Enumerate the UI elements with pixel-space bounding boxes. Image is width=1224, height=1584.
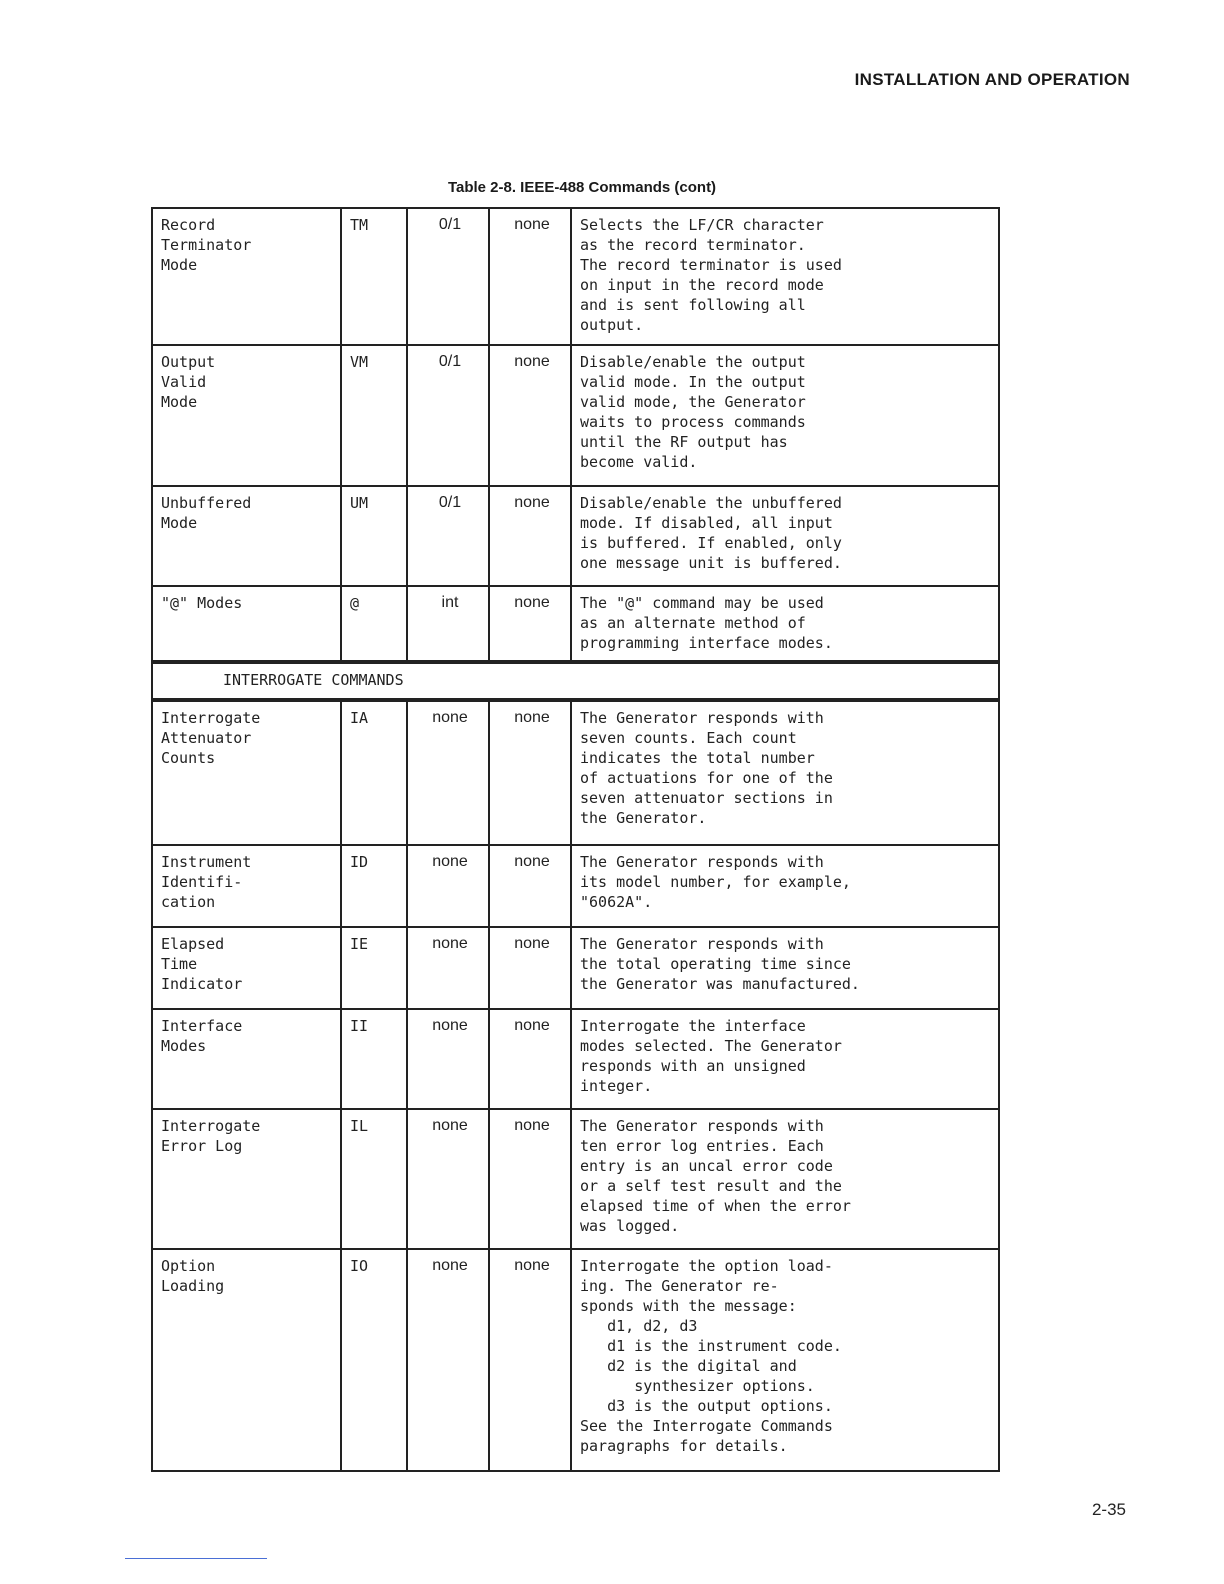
function-cell: Instrument Identifi- cation: [152, 845, 341, 927]
function-cell: Option Loading: [152, 1249, 341, 1471]
commands-table: [151, 207, 1000, 1472]
default-cell: none: [489, 700, 571, 845]
default-cell: none: [489, 345, 571, 486]
description-cell: The Generator responds with the total operating time since the Generator was manufactured.: [571, 927, 999, 1009]
function-cell: Record Terminator Mode: [152, 208, 341, 345]
description-cell: The Generator responds with its model number, for example, "6062A".: [571, 845, 999, 927]
table-row: [152, 700, 999, 845]
default-cell: none: [489, 208, 571, 345]
mnemonic-cell: UM: [341, 486, 407, 586]
description-cell: Selects the LF/CR character as the record terminator. The record terminator is used on input in the record mode and is sent following all output.: [571, 208, 999, 345]
default-cell: none: [489, 845, 571, 927]
mnemonic-cell: TM: [341, 208, 407, 345]
commands-table-body: [152, 208, 999, 1471]
function-cell: Interrogate Attenuator Counts: [152, 700, 341, 845]
data-cell: none: [407, 927, 489, 1009]
function-cell: Elapsed Time Indicator: [152, 927, 341, 1009]
mnemonic-cell: II: [341, 1009, 407, 1109]
description-cell: Interrogate the option load- ing. The Generator re- sponds with the message: d1, d2, d3 d1 is the instrument code. d2 is the digital and synthesizer options. d3 is the output options. See the Interrogate Commands paragraphs for details.: [571, 1249, 999, 1471]
mnemonic-cell: IA: [341, 700, 407, 845]
table-row: [152, 845, 999, 927]
default-cell: none: [489, 1109, 571, 1249]
description-cell: Interrogate the interface modes selected. The Generator responds with an unsigned integer.: [571, 1009, 999, 1109]
table-row: [152, 208, 999, 345]
table-row: [152, 586, 999, 662]
table-row: [152, 1249, 999, 1471]
mnemonic-cell: IL: [341, 1109, 407, 1249]
mnemonic-cell: ID: [341, 845, 407, 927]
mnemonic-cell: @: [341, 586, 407, 662]
description-cell: Disable/enable the output valid mode. In the output valid mode, the Generator waits to process commands until the RF output has become valid.: [571, 345, 999, 486]
data-cell: none: [407, 1109, 489, 1249]
table-row: [152, 1109, 999, 1249]
function-cell: Interrogate Error Log: [152, 1109, 341, 1249]
table-row: [152, 1009, 999, 1109]
function-cell: "@" Modes: [152, 586, 341, 662]
default-cell: none: [489, 1249, 571, 1471]
default-cell: none: [489, 486, 571, 586]
table-row: [152, 927, 999, 1009]
mnemonic-cell: VM: [341, 345, 407, 486]
description-cell: The "@" command may be used as an alternate method of programming interface modes.: [571, 586, 999, 662]
description-cell: The Generator responds with seven counts. Each count indicates the total number of actuations for one of the seven attenuator sections in the Generator.: [571, 700, 999, 845]
section-row: [152, 662, 999, 700]
data-cell: int: [407, 586, 489, 662]
function-cell: Unbuffered Mode: [152, 486, 341, 586]
footer-rule: [125, 1558, 267, 1559]
data-cell: 0/1: [407, 486, 489, 586]
function-cell: Interface Modes: [152, 1009, 341, 1109]
data-cell: none: [407, 1249, 489, 1471]
table-row: [152, 486, 999, 586]
data-cell: none: [407, 845, 489, 927]
mnemonic-cell: IE: [341, 927, 407, 1009]
table-title: Table 2-8. IEEE-488 Commands (cont): [447, 179, 717, 196]
default-cell: none: [489, 586, 571, 662]
section-label: INTERROGATE COMMANDS: [152, 662, 999, 700]
description-cell: Disable/enable the unbuffered mode. If disabled, all input is buffered. If enabled, only one message unit is buffered.: [571, 486, 999, 586]
mnemonic-cell: IO: [341, 1249, 407, 1471]
description-cell: The Generator responds with ten error log entries. Each entry is an uncal error code or a self test result and the elapsed time of when the error was logged.: [571, 1109, 999, 1249]
data-cell: 0/1: [407, 208, 489, 345]
data-cell: none: [407, 1009, 489, 1109]
data-cell: 0/1: [407, 345, 489, 486]
table-row: [152, 345, 999, 486]
data-cell: none: [407, 700, 489, 845]
default-cell: none: [489, 927, 571, 1009]
page-number: 2-35: [1091, 1500, 1126, 1519]
default-cell: none: [489, 1009, 571, 1109]
function-cell: Output Valid Mode: [152, 345, 341, 486]
page-header: INSTALLATION AND OPERATION: [854, 70, 1130, 89]
